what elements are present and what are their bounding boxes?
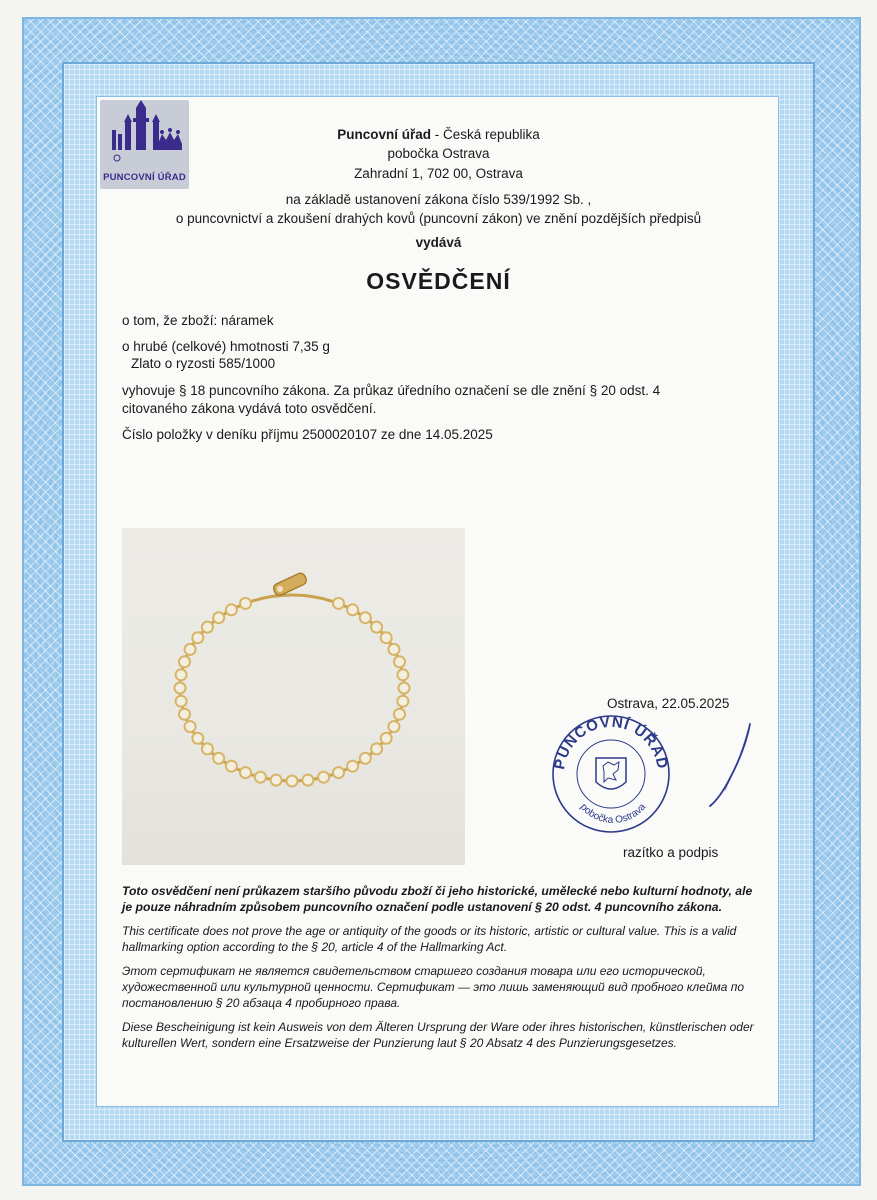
stamp-and-signature-label: razítko a podpis: [623, 845, 719, 860]
bracelet-opal-stone: [303, 776, 312, 785]
bracelet-opal-stone: [398, 670, 407, 679]
weight-line: o hrubé (celkové) hmotnosti 7,35 g: [122, 339, 330, 354]
bracelet-opal-stone: [348, 762, 357, 771]
bracelet-opal-stone: [180, 657, 189, 666]
compliance-line-2: citovaného zákona vydává toto osvědčení.: [122, 401, 377, 416]
entry-line: Číslo položky v deníku příjmu 2500020107 ze dne 14.05.2025: [122, 427, 493, 442]
bracelet-opal-stone: [288, 777, 297, 786]
bracelet-opal-stone: [177, 697, 186, 706]
bracelet-opal-stone: [203, 744, 212, 753]
svg-text:PUNCOVNÍ ÚŘAD: [551, 714, 671, 771]
bracelet-opal-stone: [395, 657, 404, 666]
bracelet-opal-stone: [361, 754, 370, 763]
bracelet-opal-stone: [382, 633, 391, 642]
bracelet-opal-stone: [389, 722, 398, 731]
handwritten-signature: [690, 720, 770, 810]
goods-line: o tom, že zboží: náramek: [122, 313, 274, 328]
bracelet-opal-stone: [319, 773, 328, 782]
office-name: Puncovní úřad: [337, 127, 431, 142]
bracelet-beads: [174, 597, 411, 788]
disclaimer-german: Diese Bescheinigung ist kein Ausweis von dem Älteren Ursprung der Ware oder ihres historischen, künstlerischen oder kulturellen Wert, sondern eine Ersatzweise der Punzierung laut § 20 Absatz 4 des Punzierungsgesetzes.: [122, 1020, 754, 1050]
bracelet-opal-stone: [186, 645, 195, 654]
bracelet-opal-stone: [214, 613, 223, 622]
office-address: Zahradní 1, 702 00, Ostrava: [354, 166, 523, 181]
bracelet-opal-stone: [177, 670, 186, 679]
official-stamp: [546, 710, 676, 835]
bracelet-opal-stone: [395, 710, 404, 719]
branch-name: pobočka Ostrava: [387, 146, 490, 161]
bracelet-photo: [122, 528, 465, 865]
bracelet-opal-stone: [372, 623, 381, 632]
bracelet-opal-stone: [176, 684, 185, 693]
compliance-line-1: vyhovuje § 18 puncovního zákona. Za průkaz úředního označení se dle znění § 20 odst. 4: [122, 383, 661, 398]
bracelet-opal-stone: [348, 605, 357, 614]
bracelet-icon: [122, 528, 465, 865]
bracelet-opal-stone: [398, 697, 407, 706]
legal-basis-line-1: na základě ustanovení zákona číslo 539/1992 Sb. ,: [285, 192, 592, 207]
issue-date: Ostrava, 22.05.2025: [607, 696, 730, 711]
stamp-top-text: PUNCOVNÍ ÚŘAD: [551, 713, 671, 771]
bracelet-opal-stone: [241, 599, 250, 608]
fineness-line: Zlato o ryzosti 585/1000: [131, 356, 276, 371]
bracelet-opal-stone: [389, 645, 398, 654]
bracelet-opal-stone: [272, 776, 281, 785]
bracelet-opal-stone: [186, 722, 195, 731]
disclaimer-czech: Toto osvědčení není průkazem staršího původu zboží či jeho historické, umělecké nebo kulturní hodnoty, ale je pouze náhradním způsobem puncovního označení podle ustanovení § 20 odst. 4 puncovního zákona.: [122, 884, 753, 914]
disclaimer-russian: Этот сертификат не является свидетельством старшего создания товара или его исторической, художественной или культурной ценности. Сертификат — это лишь заменяющий вид пробного клейма по постановлению § 20 абзаца 4 пробирного права.: [122, 964, 745, 1010]
bracelet-opal-stone: [241, 768, 250, 777]
svg-text:pobočka Ostrava: [578, 801, 649, 826]
bracelet-clasp: [272, 572, 308, 597]
bracelet-opal-stone: [227, 605, 236, 614]
office-country: - Česká republika: [430, 127, 540, 142]
document-title: OSVĚDČENÍ: [366, 268, 511, 294]
legal-basis-line-2: o puncovnictví a zkoušení drahých kovů (puncovní zákon) ve znění pozdějších předpisů: [175, 211, 702, 226]
official-stamp-icon: [546, 710, 676, 835]
logo-caption: PUNCOVNÍ ÚŘAD: [103, 172, 186, 183]
bracelet-opal-stone: [214, 754, 223, 763]
bracelet-opal-stone: [180, 710, 189, 719]
bracelet-opal-stone: [227, 762, 236, 771]
stamp-bottom-text: pobočka Ostrava: [577, 801, 649, 826]
office-heading: [100, 127, 777, 142]
bracelet-opal-stone: [256, 773, 265, 782]
bracelet-opal-stone: [193, 734, 202, 743]
bracelet-opal-stone: [193, 633, 202, 642]
bracelet-opal-stone: [400, 684, 409, 693]
disclaimer-english: This certificate does not prove the age or antiquity of the goods or its historic, artistic or cultural value. This is a valid hallmarking option according to the § 20, article 4 of the Hallmarking Act.: [122, 924, 737, 954]
bracelet-opal-stone: [203, 623, 212, 632]
bracelet-opal-stone: [361, 613, 370, 622]
bracelet-opal-stone: [334, 599, 343, 608]
bracelet-opal-stone: [382, 734, 391, 743]
bracelet-opal-stone: [372, 744, 381, 753]
issues-label: vydává: [415, 235, 462, 250]
bracelet-opal-stone: [334, 768, 343, 777]
